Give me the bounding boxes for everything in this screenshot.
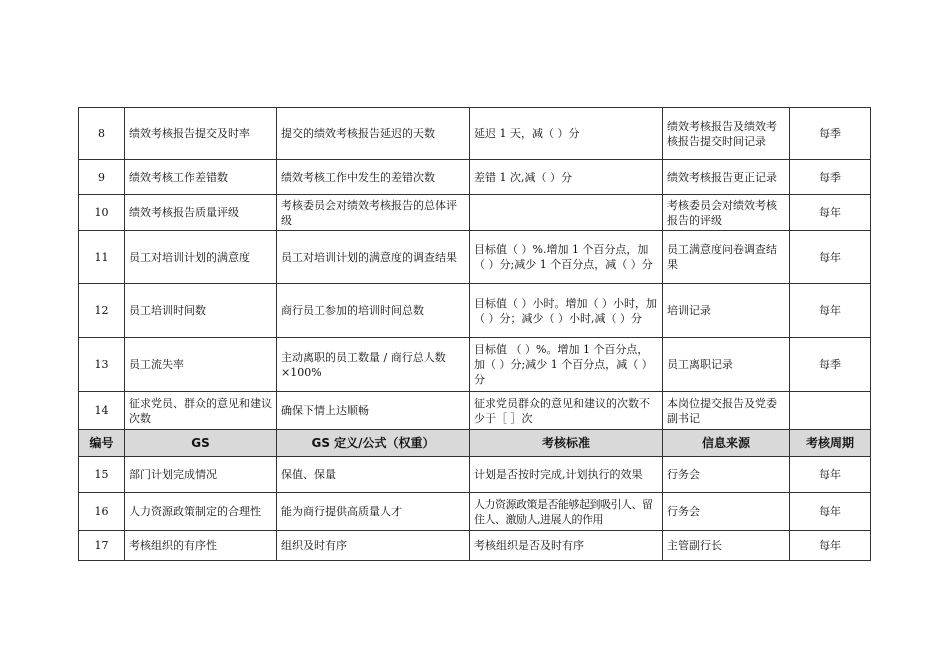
assessment-period: 每年 <box>790 457 871 493</box>
table-row <box>79 338 871 392</box>
indicator-definition: 提交的绩效考核报告延迟的天数 <box>277 108 470 160</box>
table-row <box>79 284 871 338</box>
assessment-period: 每季 <box>790 338 871 392</box>
table-row <box>79 493 871 531</box>
assessment-period: 每年 <box>790 531 871 561</box>
info-source: 员工离职记录 <box>663 338 790 392</box>
assessment-period: 每年 <box>790 493 871 531</box>
row-number: 13 <box>79 338 125 392</box>
indicator-definition: 主动离职的员工数量 / 商行总人数×100% <box>277 338 470 392</box>
row-number: 10 <box>79 195 125 231</box>
header-gs: GS <box>125 430 277 457</box>
assessment-period: 每季 <box>790 160 871 195</box>
row-number: 12 <box>79 284 125 338</box>
info-source: 主管副行长 <box>663 531 790 561</box>
info-source: 绩效考核报告及绩效考核报告提交时间记录 <box>663 108 790 160</box>
header-gs-definition: GS 定义/公式（权重） <box>277 430 470 457</box>
info-source: 行务会 <box>663 493 790 531</box>
row-number: 11 <box>79 231 125 284</box>
kpi-table <box>78 107 871 561</box>
table-row <box>79 392 871 430</box>
indicator-definition: 商行员工参加的培训时间总数 <box>277 284 470 338</box>
header-standard: 考核标准 <box>470 430 663 457</box>
info-source: 行务会 <box>663 457 790 493</box>
assessment-period: 每季 <box>790 108 871 160</box>
row-number: 15 <box>79 457 125 493</box>
table-header-row <box>79 430 871 457</box>
assessment-period: 每年 <box>790 195 871 231</box>
indicator-definition: 确保下情上达顺畅 <box>277 392 470 430</box>
assessment-standard <box>470 195 663 231</box>
assessment-standard: 差错 1 次,减（ ）分 <box>470 160 663 195</box>
indicator-name: 员工培训时间数 <box>125 284 277 338</box>
info-source: 培训记录 <box>663 284 790 338</box>
indicator-definition: 考核委员会对绩效考核报告的总体评级 <box>277 195 470 231</box>
row-number: 9 <box>79 160 125 195</box>
table-row <box>79 457 871 493</box>
info-source: 员工满意度问卷调查结果 <box>663 231 790 284</box>
indicator-name: 部门计划完成情况 <box>125 457 277 493</box>
row-number: 17 <box>79 531 125 561</box>
table-row <box>79 231 871 284</box>
indicator-definition: 员工对培训计划的满意度的调查结果 <box>277 231 470 284</box>
table-row <box>79 108 871 160</box>
indicator-name: 员工对培训计划的满意度 <box>125 231 277 284</box>
assessment-period <box>790 392 871 430</box>
assessment-standard: 考核组织是否及时有序 <box>470 531 663 561</box>
table-row <box>79 160 871 195</box>
indicator-name: 绩效考核工作差错数 <box>125 160 277 195</box>
header-period: 考核周期 <box>790 430 871 457</box>
table-row <box>79 531 871 561</box>
info-source: 绩效考核报告更正记录 <box>663 160 790 195</box>
info-source: 本岗位提交报告及党委副书记 <box>663 392 790 430</box>
indicator-definition: 组织及时有序 <box>277 531 470 561</box>
assessment-standard: 目标值（ ）小时。增加（ ）小时，加（ ）分；减少（ ）小时,减（ ）分 <box>470 284 663 338</box>
indicator-definition: 保值、保量 <box>277 457 470 493</box>
indicator-name: 考核组织的有序性 <box>125 531 277 561</box>
indicator-name: 人力资源政策制定的合理性 <box>125 493 277 531</box>
table-row <box>79 195 871 231</box>
indicator-definition: 能为商行提供高质量人才 <box>277 493 470 531</box>
assessment-standard: 计划是否按时完成,计划执行的效果 <box>470 457 663 493</box>
indicator-name: 员工流失率 <box>125 338 277 392</box>
assessment-standard: 人力资源政策是否能够起到吸引人、留住人、激励人,进展人的作用 <box>470 493 663 531</box>
indicator-name: 征求党员、群众的意见和建议次数 <box>125 392 277 430</box>
assessment-standard: 征求党员群众的意见和建议的次数不少于［ ］次 <box>470 392 663 430</box>
indicator-definition: 绩效考核工作中发生的差错次数 <box>277 160 470 195</box>
assessment-period: 每年 <box>790 284 871 338</box>
row-number: 14 <box>79 392 125 430</box>
assessment-standard: 目标值 （ ）%。增加 1 个百分点，加（ ）分;减少 1 个百分点，减（ ）分 <box>470 338 663 392</box>
header-number: 编号 <box>79 430 125 457</box>
info-source: 考核委员会对绩效考核报告的评级 <box>663 195 790 231</box>
assessment-standard: 目标值（ ）%.增加 1 个百分点，加（ ）分;减少 1 个百分点，减（ ）分 <box>470 231 663 284</box>
row-number: 8 <box>79 108 125 160</box>
row-number: 16 <box>79 493 125 531</box>
indicator-name: 绩效考核报告提交及时率 <box>125 108 277 160</box>
header-info-source: 信息来源 <box>663 430 790 457</box>
assessment-standard: 延迟 1 天，减（ ）分 <box>470 108 663 160</box>
indicator-name: 绩效考核报告质量评级 <box>125 195 277 231</box>
assessment-period: 每年 <box>790 231 871 284</box>
